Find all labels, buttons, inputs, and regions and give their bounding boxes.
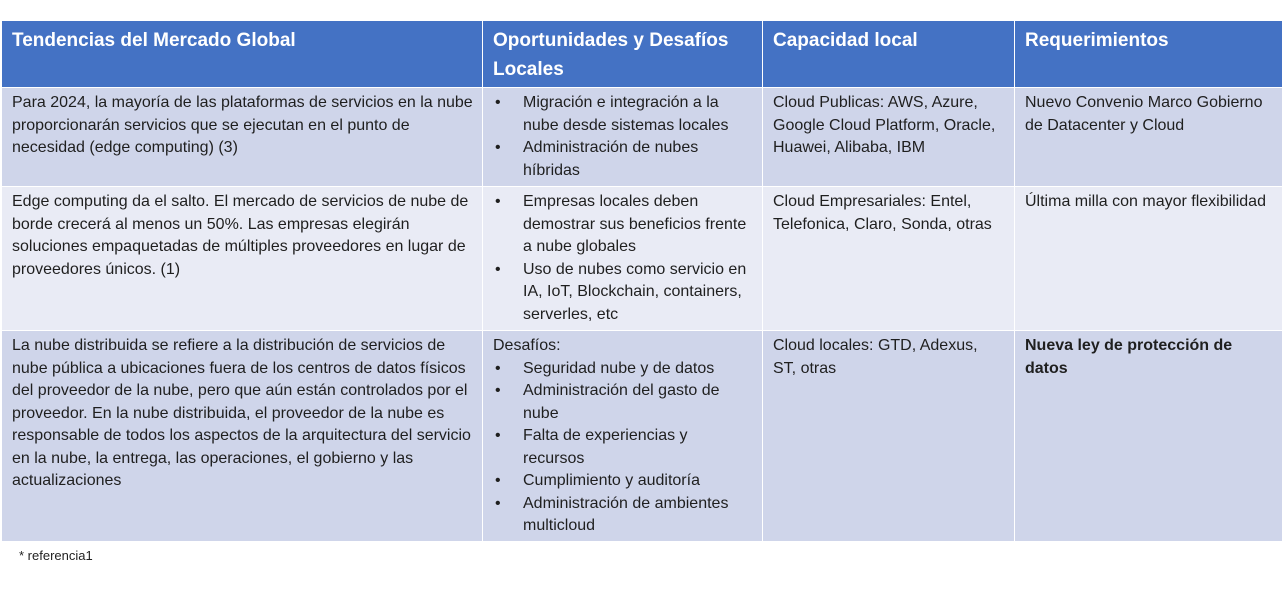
trend-cell: La nube distribuida se refiere a la distribución de servicios de nube pública a ubicaciones fuera de los centros de datos físicos del proveedor de la nube, pero que aún están controlados por el proveedor. En la nube distribuida, el proveedor de la nube es responsable de todos los aspectos de la arquitectura del servicio en la nube, la entrega, las operaciones, el gobierno y las actualizaciones — [2, 331, 483, 542]
opportunities-cell — [483, 187, 763, 331]
opportunities-list — [493, 358, 753, 538]
list-item: • Falta de experiencias y recursos — [493, 425, 753, 470]
list-item: • Empresas locales deben demostrar sus beneficios frente a nube globales — [493, 191, 753, 259]
header-requirements: Requerimientos — [1015, 21, 1283, 88]
footnote: * referencia1 — [19, 548, 93, 563]
market-table — [1, 20, 1283, 542]
trend-cell: Para 2024, la mayoría de las plataformas de servicios en la nube proporcionarán servicios que se ejecutan en el punto de necesidad (edge computing) (3) — [2, 88, 483, 187]
list-item: • Migración e integración a la nube desde sistemas locales — [493, 92, 753, 137]
trend-cell: Edge computing da el salto. El mercado de servicios de nube de borde crecerá al menos un 50%. Las empresas elegirán soluciones empaquetadas de múltiples proveedores en lugar de proveedores únicos. (1) — [2, 187, 483, 331]
list-item: • Uso de nubes como servicio en IA, IoT, Blockchain, containers, serverles, etc — [493, 259, 753, 327]
table-row — [2, 88, 1283, 187]
capacity-cell: Cloud Publicas: AWS, Azure, Google Cloud Platform, Oracle, Huawei, Alibaba, IBM — [763, 88, 1015, 187]
capacity-cell: Cloud Empresariales: Entel, Telefonica, Claro, Sonda, otras — [763, 187, 1015, 331]
opportunities-cell — [483, 88, 763, 187]
requirements-cell: Última milla con mayor flexibilidad — [1015, 187, 1283, 331]
list-item: • Administración de nubes híbridas — [493, 137, 753, 182]
table-row — [2, 187, 1283, 331]
header-opportunities: Oportunidades y Desafíos Locales — [483, 21, 763, 88]
list-item: • Cumplimiento y auditoría — [493, 470, 753, 493]
list-item: • Seguridad nube y de datos — [493, 358, 753, 381]
list-item: • Administración de ambientes multicloud — [493, 493, 753, 538]
opportunities-list — [493, 92, 753, 182]
capacity-cell: Cloud locales: GTD, Adexus, ST, otras — [763, 331, 1015, 542]
challenges-intro: Desafíos: — [493, 337, 561, 354]
requirements-cell: Nuevo Convenio Marco Gobierno de Datacenter y Cloud — [1015, 88, 1283, 187]
list-item: • Administración del gasto de nube — [493, 380, 753, 425]
opportunities-cell — [483, 331, 763, 542]
header-row — [2, 21, 1283, 88]
opportunities-list — [493, 191, 753, 326]
requirements-cell: Nueva ley de protección de datos — [1015, 331, 1283, 542]
header-trends: Tendencias del Mercado Global — [2, 21, 483, 88]
header-capacity: Capacidad local — [763, 21, 1015, 88]
table-row — [2, 331, 1283, 542]
